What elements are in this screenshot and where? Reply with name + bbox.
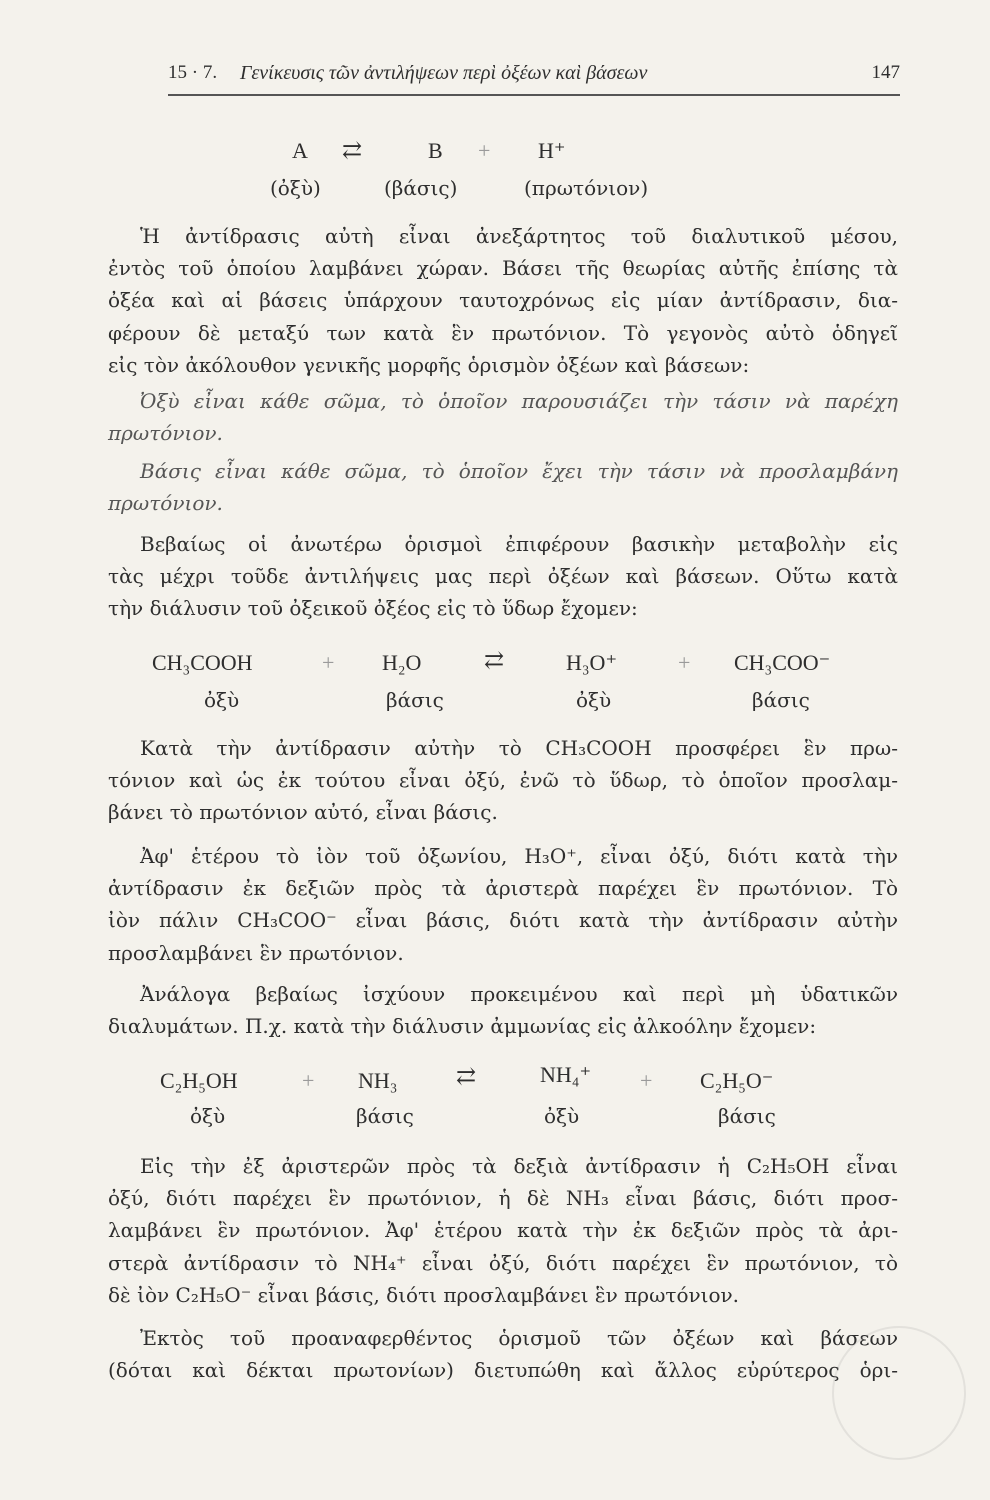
eq2-label-3: ὀξὺ (576, 688, 612, 712)
running-title: Γενίκευσις τῶν ἀντιλήψεων περὶ ὀξέων καὶ βάσεων (240, 62, 648, 84)
eq2-term-2: H₂O (382, 650, 422, 675)
equilibrium-arrow-icon: ⇄ (484, 646, 505, 674)
text-line: ἰὸν πάλιν CH₃COO⁻ εἶναι βάσις, διότι κατὰ τὴν ἀντίδρασιν αὐτὴν (108, 908, 898, 932)
text-line: πρωτόνιον. (108, 491, 223, 515)
text-line: πρωτόνιον. (108, 421, 223, 445)
section-number: 15 · 7. (168, 62, 218, 83)
eq2-label-4: βάσις (752, 688, 810, 712)
paragraph-7 (108, 1322, 898, 1392)
eq1-proton: H⁺ (538, 138, 566, 163)
eq2-term-3: H₃O⁺ (566, 650, 618, 675)
text-line: λαμβάνει ἓν πρωτόνιον. Ἀφ' ἑτέρου κατὰ τὴν ἐκ δεξιῶν πρὸς τὰ ἀρι- (108, 1218, 898, 1242)
text-line: βάνει τὸ πρωτόνιον αὐτό, εἶναι βάσις. (108, 800, 498, 824)
paragraph-2 (108, 528, 898, 632)
eq2-label-1: ὀξὺ (204, 688, 240, 712)
eq1-plus: + (478, 138, 491, 163)
eq2-term-4: CH₃COO⁻ (734, 650, 831, 675)
text-line: Ὀξὺ εἶναι κάθε σῶμα, τὸ ὁποῖον παρουσιάζει τὴν τάσιν νὰ παρέχη (140, 389, 898, 413)
text-line: δὲ ἰὸν C₂H₅O⁻ εἶναι βάσις, διότι προσλαμβάνει ἓν πρωτόνιον. (108, 1283, 740, 1307)
eq3-label-3: ὀξὺ (544, 1104, 580, 1128)
eq3-plus: + (640, 1068, 653, 1093)
text-line: διαλυμάτων. Π.χ. κατὰ τὴν διάλυσιν ἀμμωνίας εἰς ἀλκοόλην ἔχομεν: (108, 1014, 817, 1038)
text-line: ἀντίδρασιν ἐκ δεξιῶν πρὸς τὰ ἀριστερὰ παρέχει ἓν πρωτόνιον. Τὸ (108, 876, 898, 900)
text-line: προσλαμβάνει ἓν πρωτόνιον. (108, 941, 404, 965)
text-line: Ἐκτὸς τοῦ προαναφερθέντος ὁρισμοῦ τῶν ὀξέων καὶ βάσεων (140, 1326, 898, 1350)
equilibrium-arrow-icon: ⇄ (456, 1062, 477, 1090)
eq3-term-4: C₂H₅O⁻ (700, 1068, 774, 1093)
paragraph-4 (108, 840, 898, 976)
eq3-label-1: ὀξὺ (190, 1104, 226, 1128)
eq1-base: B (428, 138, 443, 163)
paragraph-5 (108, 978, 898, 1048)
eq1-acid: A (292, 138, 308, 163)
text-line: ἐντὸς τοῦ ὁποίου λαμβάνει χώραν. Βάσει τῆς θεωρίας αὐτῆς ἐπίσης τὰ (108, 256, 898, 280)
page-number: 147 (871, 62, 900, 83)
paragraph-6 (108, 1150, 898, 1318)
text-line: εἰς τὸν ἀκόλουθον γενικῆς μορφῆς ὁρισμὸν ὀξέων καὶ βάσεων: (108, 353, 750, 377)
text-line: Ἀφ' ἑτέρου τὸ ἰὸν τοῦ ὀξωνίου, H₃O⁺, εἶναι ὀξύ, διότι κατὰ τὴν (140, 844, 898, 868)
eq3-term-2: NH₃ (358, 1068, 398, 1093)
eq2-plus: + (678, 650, 691, 675)
eq2-label-2: βάσις (386, 688, 444, 712)
eq3-term-3: NH₄⁺ (540, 1062, 592, 1087)
text-line: στερὰ ἀντίδρασιν τὸ NH₄⁺ εἶναι ὀξύ, διότι παρέχει ἓν πρωτόνιον, τὸ (108, 1251, 898, 1275)
text-line: ὀξέα καὶ αἱ βάσεις ὑπάρχουν ταυτοχρόνως εἰς μίαν ἀντίδρασιν, δια- (108, 288, 898, 312)
text-line: Ἀνάλογα βεβαίως ἰσχύουν προκειμένου καὶ περὶ μὴ ὑδατικῶν (140, 982, 898, 1006)
paragraph-1 (108, 220, 898, 390)
text-line: Εἰς τὴν ἐξ ἀριστερῶν πρὸς τὰ δεξιὰ ἀντίδρασιν ἡ C₂H₅OH εἶναι (140, 1154, 898, 1178)
eq2-plus: + (322, 650, 335, 675)
eq3-term-1: C₂H₅OH (160, 1068, 238, 1093)
eq1-label-base: (βάσις) (384, 176, 458, 200)
acetic-acid-equation (0, 646, 990, 720)
eq3-plus: + (302, 1068, 315, 1093)
text-line: Κατὰ τὴν ἀντίδρασιν αὐτὴν τὸ CH₃COOH προσφέρει ἓν πρω- (140, 736, 898, 760)
equilibrium-arrow-icon: ⇄ (342, 136, 363, 164)
definition-acid (108, 385, 898, 451)
general-equation (0, 138, 990, 208)
ammonia-equation (0, 1062, 990, 1138)
text-line: φέρουν δὲ μεταξύ των κατὰ ἓν πρωτόνιον. Τὸ γεγονὸς αὐτὸ ὁδηγεῖ (108, 321, 898, 345)
text-line: (δόται καὶ δέκται πρωτονίων) διετυπώθη καὶ ἄλλος εὐρύτερος ὁρι- (108, 1358, 898, 1382)
eq1-label-proton: (πρωτόνιον) (524, 176, 649, 200)
text-line: τόνιον καὶ ὡς ἐκ τούτου εἶναι ὀξύ, ἐνῶ τὸ ὕδωρ, τὸ ὁποῖον προσλαμ- (108, 768, 898, 792)
paragraph-3 (108, 732, 898, 836)
text-line: Ἡ ἀντίδρασις αὐτὴ εἶναι ἀνεξάρτητος τοῦ διαλυτικοῦ μέσου, (140, 224, 898, 248)
text-line: τὴν διάλυσιν τοῦ ὀξεικοῦ ὀξέος εἰς τὸ ὕδωρ ἔχομεν: (108, 596, 638, 620)
text-line: Βάσις εἶναι κάθε σῶμα, τὸ ὁποῖον ἔχει τὴν τάσιν νὰ προσλαμβάνη (140, 459, 898, 483)
definition-base (108, 455, 898, 521)
eq3-label-2: βάσις (356, 1104, 414, 1128)
text-line: ὀξύ, διότι παρέχει ἓν πρωτόνιον, ἡ δὲ NH₃ εἶναι βάσις, διότι προσ- (108, 1186, 898, 1210)
eq2-term-1: CH₃COOH (152, 650, 253, 675)
text-line: τὰς μέχρι τοῦδε ἀντιλήψεις μας περὶ ὀξέων καὶ βάσεων. Οὕτω κατὰ (108, 564, 898, 588)
eq3-label-4: βάσις (718, 1104, 776, 1128)
text-line: Βεβαίως οἱ ἀνωτέρω ὁρισμοὶ ἐπιφέρουν βασικὴν μεταβολὴν εἰς (140, 532, 898, 556)
library-stamp (832, 1326, 966, 1460)
running-header (168, 58, 900, 96)
eq1-label-acid: (ὀξὺ) (270, 176, 321, 200)
